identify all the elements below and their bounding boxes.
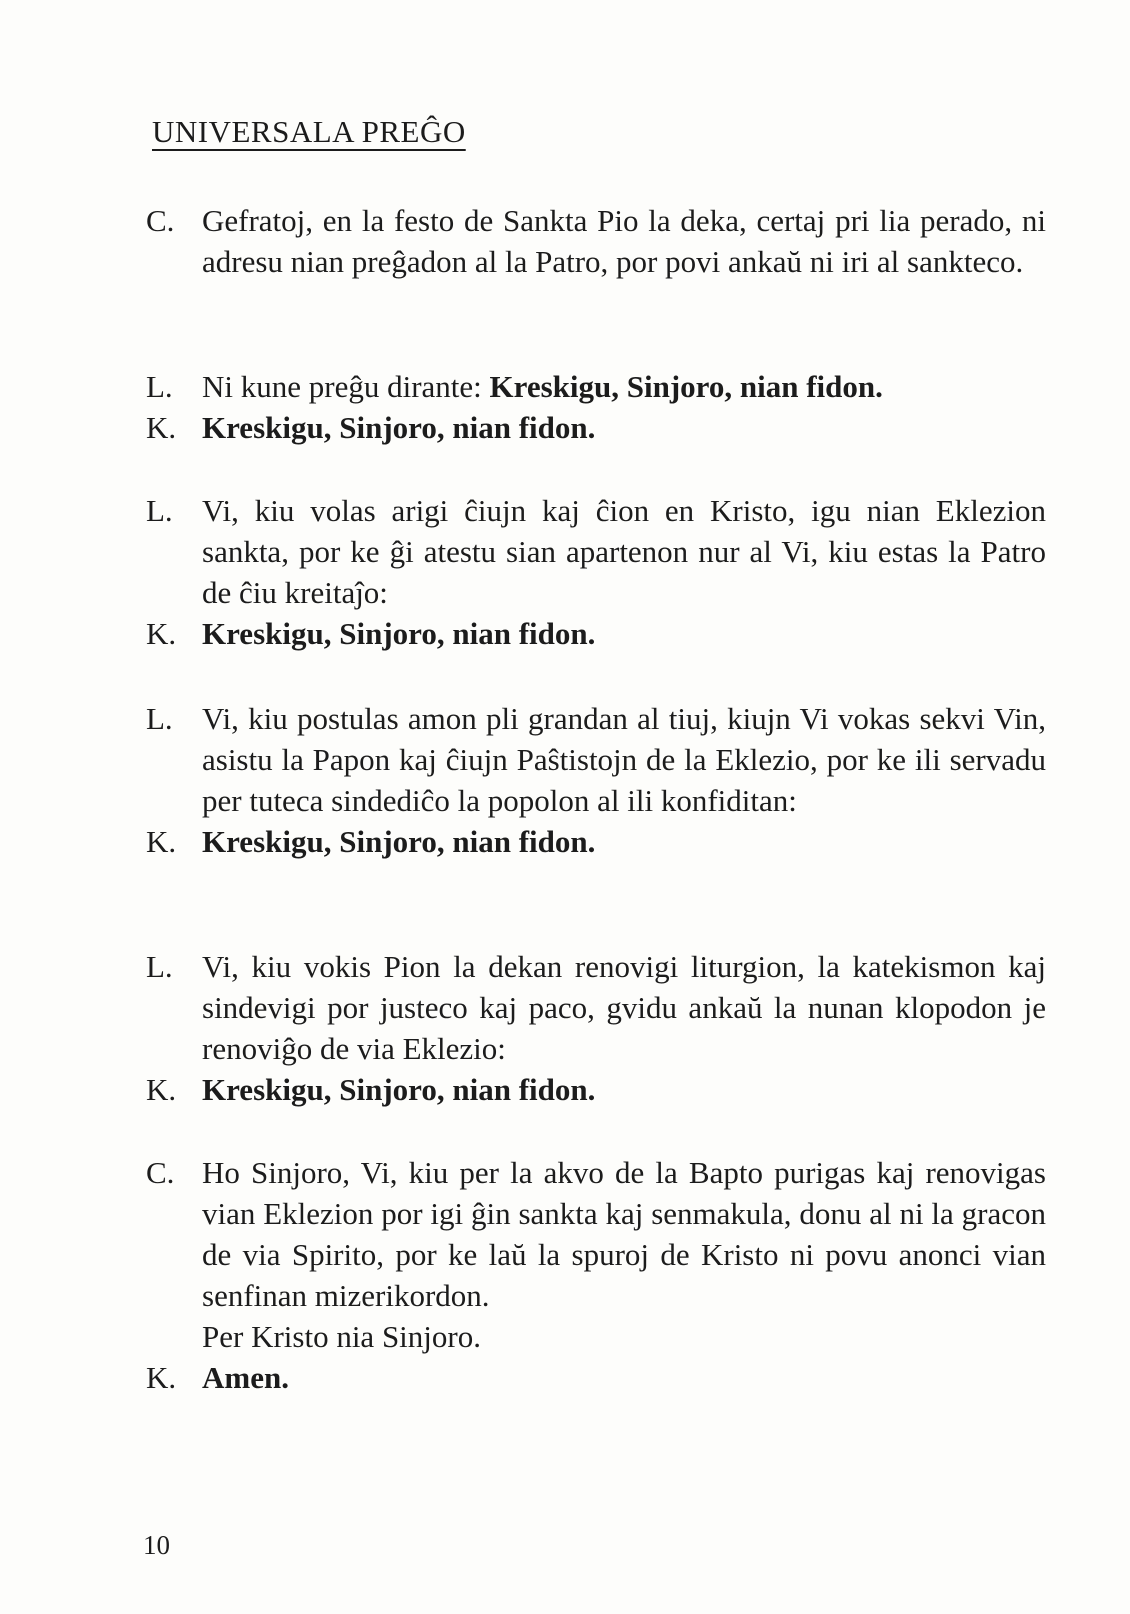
prayer-block [146,698,1046,862]
speaker-label: K. [146,1072,177,1107]
prayer-text: Gefratoj, en la festo de Sankta Pio la deka, certaj pri lia perado, ni adresu nian preĝadon al la Patro, por povi ankaŭ ni iri al sankteco. [202,203,1046,279]
prayer-line [146,613,1046,654]
prayer-line [146,1357,1046,1398]
prayer-block [146,1152,1046,1398]
prayer-line [146,698,1046,821]
prayer-line [146,821,1046,862]
speaker-label: C. [146,203,175,238]
prayer-block [146,490,1046,654]
speaker-label: L. [146,949,173,984]
prayer-text: Vi, kiu vokis Pion la dekan renovigi liturgion, la katekismon kaj sindevigi por justeco kaj paco, gvidu ankaŭ la nunan klopodon je renoviĝo de via Eklezio: [202,949,1046,1066]
speaker-label: K. [146,410,177,445]
speaker-label: L. [146,369,173,404]
speaker-label: K. [146,1360,177,1395]
prayer-line [146,946,1046,1069]
prayer-line [146,1152,1046,1316]
speaker-label: L. [146,493,173,528]
prayer-block [146,946,1046,1110]
prayer-line [146,366,1046,407]
response-text: Kreskigu, Sinjoro, nian fidon. [489,369,883,404]
response-text: Amen. [202,1360,289,1395]
speaker-label: K. [146,616,177,651]
prayer-line [146,200,1046,282]
prayer-text: Vi, kiu volas arigi ĉiujn kaj ĉion en Kristo, igu nian Eklezion sankta, por ke ĝi atestu sian apartenon nur al Vi, kiu estas la Patro de ĉiu kreitaĵo: [202,493,1046,610]
speaker-label [146,1316,202,1357]
prayer-line [146,1069,1046,1110]
page-number: 10 [143,1530,170,1560]
speaker-label: L. [146,701,173,736]
prayer-line [146,490,1046,613]
response-text: Kreskigu, Sinjoro, nian fidon. [202,410,596,445]
prayer-block [146,200,1046,282]
prayer-text: Per Kristo nia Sinjoro. [202,1319,481,1354]
prayer-text: Vi, kiu postulas amon pli grandan al tiuj, kiujn Vi vokas sekvi Vin, asistu la Papon kaj ĉiujn Paŝtistojn de la Eklezio, por ke ili servadu per tuteca sindediĉo la popolon al ili konfiditan: [202,701,1046,818]
speaker-label: K. [146,824,177,859]
prayer-text: Ni kune preĝu dirante: [202,369,490,404]
prayer-line [146,1316,1046,1357]
page-title: UNIVERSALA PREĜO [152,114,466,149]
prayer-line [146,407,1046,448]
response-text: Kreskigu, Sinjoro, nian fidon. [202,616,596,651]
speaker-label: C. [146,1155,175,1190]
response-text: Kreskigu, Sinjoro, nian fidon. [202,824,596,859]
response-text: Kreskigu, Sinjoro, nian fidon. [202,1072,596,1107]
prayer-text: Ho Sinjoro, Vi, kiu per la akvo de la Bapto purigas kaj renovigas vian Eklezion por igi ĝin sankta kaj senmakula, donu al ni la gracon de via Spirito, por ke laŭ la spuroj de Kristo ni povu anonci vian senfinan mizerikordon. [202,1155,1046,1313]
prayer-block [146,366,1046,448]
